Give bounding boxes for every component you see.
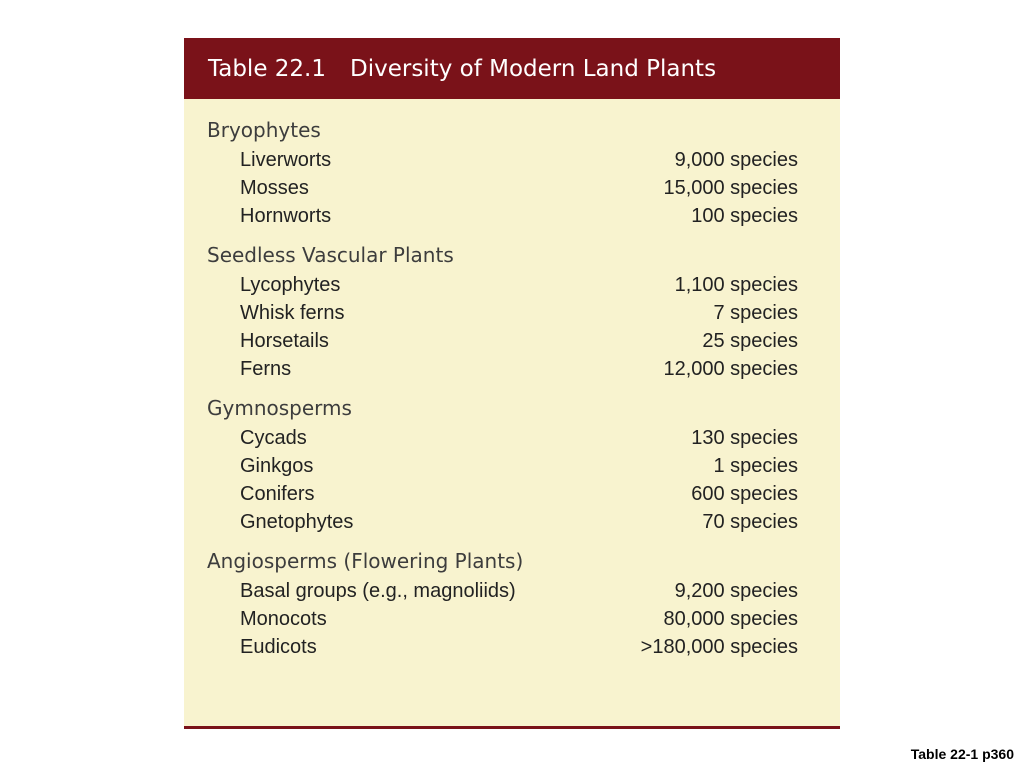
- table-row: [184, 174, 840, 202]
- row-label: Basal groups (e.g., magnoliids): [240, 580, 516, 602]
- row-label: Monocots: [240, 608, 327, 630]
- table-header: [184, 38, 840, 99]
- row-value: 1,100 species: [674, 274, 798, 296]
- table-row: [184, 508, 840, 536]
- group-heading: Bryophytes: [207, 118, 321, 142]
- row-value: 70 species: [702, 511, 798, 533]
- table-row: [184, 299, 840, 327]
- row-label: Cycads: [240, 427, 307, 449]
- row-value: 130 species: [691, 427, 798, 449]
- table-group: [184, 114, 840, 230]
- row-label: Gnetophytes: [240, 511, 354, 533]
- table-row: [184, 577, 840, 605]
- row-value: 7 species: [713, 302, 798, 324]
- group-heading: Angiosperms (Flowering Plants): [207, 549, 524, 573]
- table-group: [184, 545, 840, 661]
- table-body: [184, 114, 840, 670]
- row-value: 9,200 species: [674, 580, 798, 602]
- table-title: Diversity of Modern Land Plants: [350, 55, 717, 82]
- table-row: [184, 202, 840, 230]
- table-row: [184, 146, 840, 174]
- row-value: >180,000 species: [640, 636, 798, 658]
- table-row: [184, 452, 840, 480]
- row-label: Whisk ferns: [240, 302, 345, 324]
- row-label: Eudicots: [240, 636, 317, 658]
- row-value: 1 species: [713, 455, 798, 477]
- row-value: 9,000 species: [674, 149, 798, 171]
- group-heading: Seedless Vascular Plants: [207, 243, 454, 267]
- slide-reference-label: Table 22-1 p360: [910, 746, 1014, 762]
- row-label: Lycophytes: [240, 274, 341, 296]
- row-value: 15,000 species: [663, 177, 798, 199]
- table-row: [184, 424, 840, 452]
- table-row: [184, 271, 840, 299]
- row-value: 12,000 species: [663, 358, 798, 380]
- row-label: Hornworts: [240, 205, 332, 227]
- row-value: 100 species: [691, 205, 798, 227]
- table-row: [184, 480, 840, 508]
- table-row: [184, 327, 840, 355]
- row-value: 25 species: [702, 330, 798, 352]
- group-heading: Gymnosperms: [207, 396, 352, 420]
- table-row: [184, 633, 840, 661]
- table-row: [184, 605, 840, 633]
- table-group: [184, 239, 840, 383]
- row-label: Ginkgos: [240, 455, 314, 477]
- row-label: Horsetails: [240, 330, 329, 352]
- row-value: 80,000 species: [663, 608, 798, 630]
- table-group: [184, 392, 840, 536]
- row-label: Mosses: [240, 177, 309, 199]
- row-label: Liverworts: [240, 149, 332, 171]
- row-value: 600 species: [691, 483, 798, 505]
- diversity-table: [184, 38, 840, 729]
- row-label: Conifers: [240, 483, 315, 505]
- row-label: Ferns: [240, 358, 292, 380]
- table-number: Table 22.1: [208, 55, 326, 82]
- table-row: [184, 355, 840, 383]
